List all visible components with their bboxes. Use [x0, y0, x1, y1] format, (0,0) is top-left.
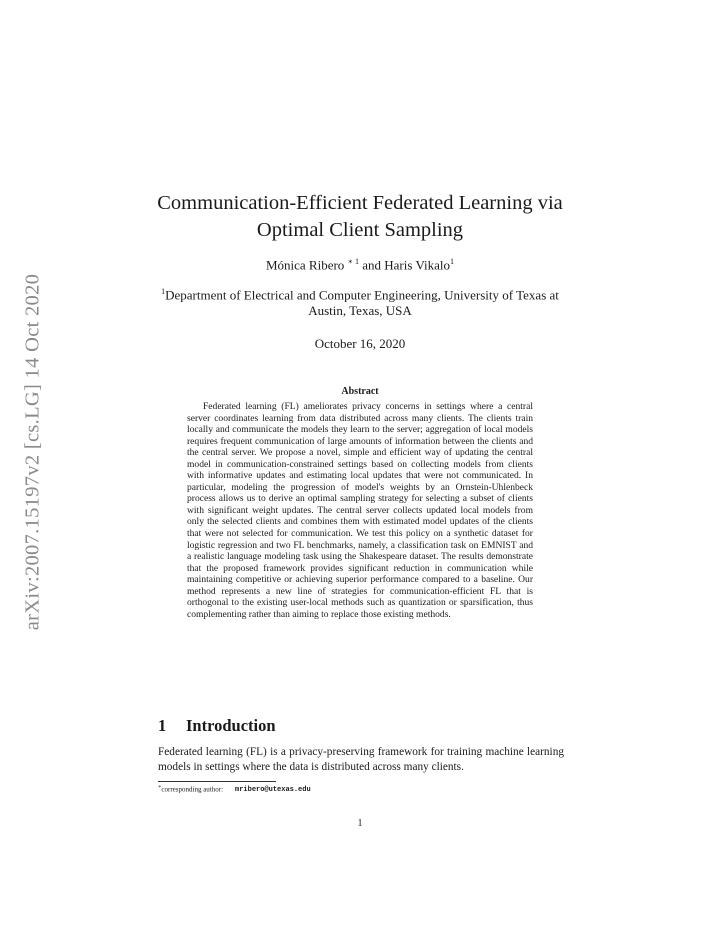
- author-2-mark: 1: [450, 257, 455, 266]
- author-1: Mónica Ribero: [265, 257, 345, 273]
- author-conjunction: and: [362, 257, 382, 273]
- paper-title: [150, 190, 570, 244]
- abstract-heading: Abstract: [341, 386, 379, 397]
- section-number: 1: [158, 716, 167, 735]
- title-line-1: Communication-Efficient Federated Learning via: [157, 192, 563, 214]
- footnote-label: corresponding author:: [161, 785, 224, 794]
- affiliation-mark: 1: [161, 287, 166, 296]
- author-1-mark: ∗ 1: [347, 257, 359, 266]
- abstract-body: Federated learning (FL) ameliorates privacy concerns in settings where a central server coordinates learning from data distributed across many clients. The clients train locally and communicate the models they learn to the server; aggregation of local models requires frequent communication of large amounts of information between the clients and the central server. We propose a novel, simple and efficient way of updating the central model in communication-constrained settings based on collecting models from clients with informative updates and estimating local updates that were not communicated. In particular, modeling the progression of model's weights by an Ornstein-Uhlenbeck process allows us to derive an optimal sampling strategy for selecting a subset of clients with significant weight updates. The central server collects updated local models from only the selected clients and combines them with estimated model updates of the clients that were not selected for communication. We test this policy on a synthetic dataset for logistic regression and two FL benchmarks, namely, a classification task on EMNIST and a realistic language modeling task using the Shakespeare dataset. The results demonstrate that the proposed framework provides significant reduction in communication while maintaining competitive or achieving superior performance compared to a baseline. Our method represents a new line of strategies for communication-efficient FL that is orthogonal to the existing user-local methods such as quantization or sparsification, thus complementing rather than aiming to replace those existing methods.: [187, 401, 533, 620]
- footnote-mark: ∗: [158, 785, 162, 790]
- title-line-2: Optimal Client Sampling: [256, 219, 464, 241]
- affiliation: [150, 284, 570, 319]
- paper-date: October 16, 2020: [314, 336, 406, 351]
- arxiv-watermark: [18, 252, 48, 652]
- introduction-paragraph: Federated learning (FL) is a privacy-preserving framework for training machine learning models in settings where the data is distributed across many clients.: [158, 746, 564, 773]
- author-2: Haris Vikalo: [384, 257, 451, 273]
- footnote-rule: [158, 781, 276, 782]
- author-list: [150, 257, 570, 273]
- footnote: [158, 784, 311, 794]
- section-title: Introduction: [186, 716, 276, 735]
- arxiv-id-text: arXiv:2007.15197v2 [cs.LG] 14 Oct 2020: [21, 273, 44, 631]
- section-heading: [158, 716, 276, 736]
- affiliation-text: Department of Electrical and Computer Engineering, University of Texas at Austin, Texas, USA: [165, 287, 559, 319]
- page-number: 1: [357, 818, 363, 829]
- footnote-email: mribero@utexas.edu: [235, 786, 311, 795]
